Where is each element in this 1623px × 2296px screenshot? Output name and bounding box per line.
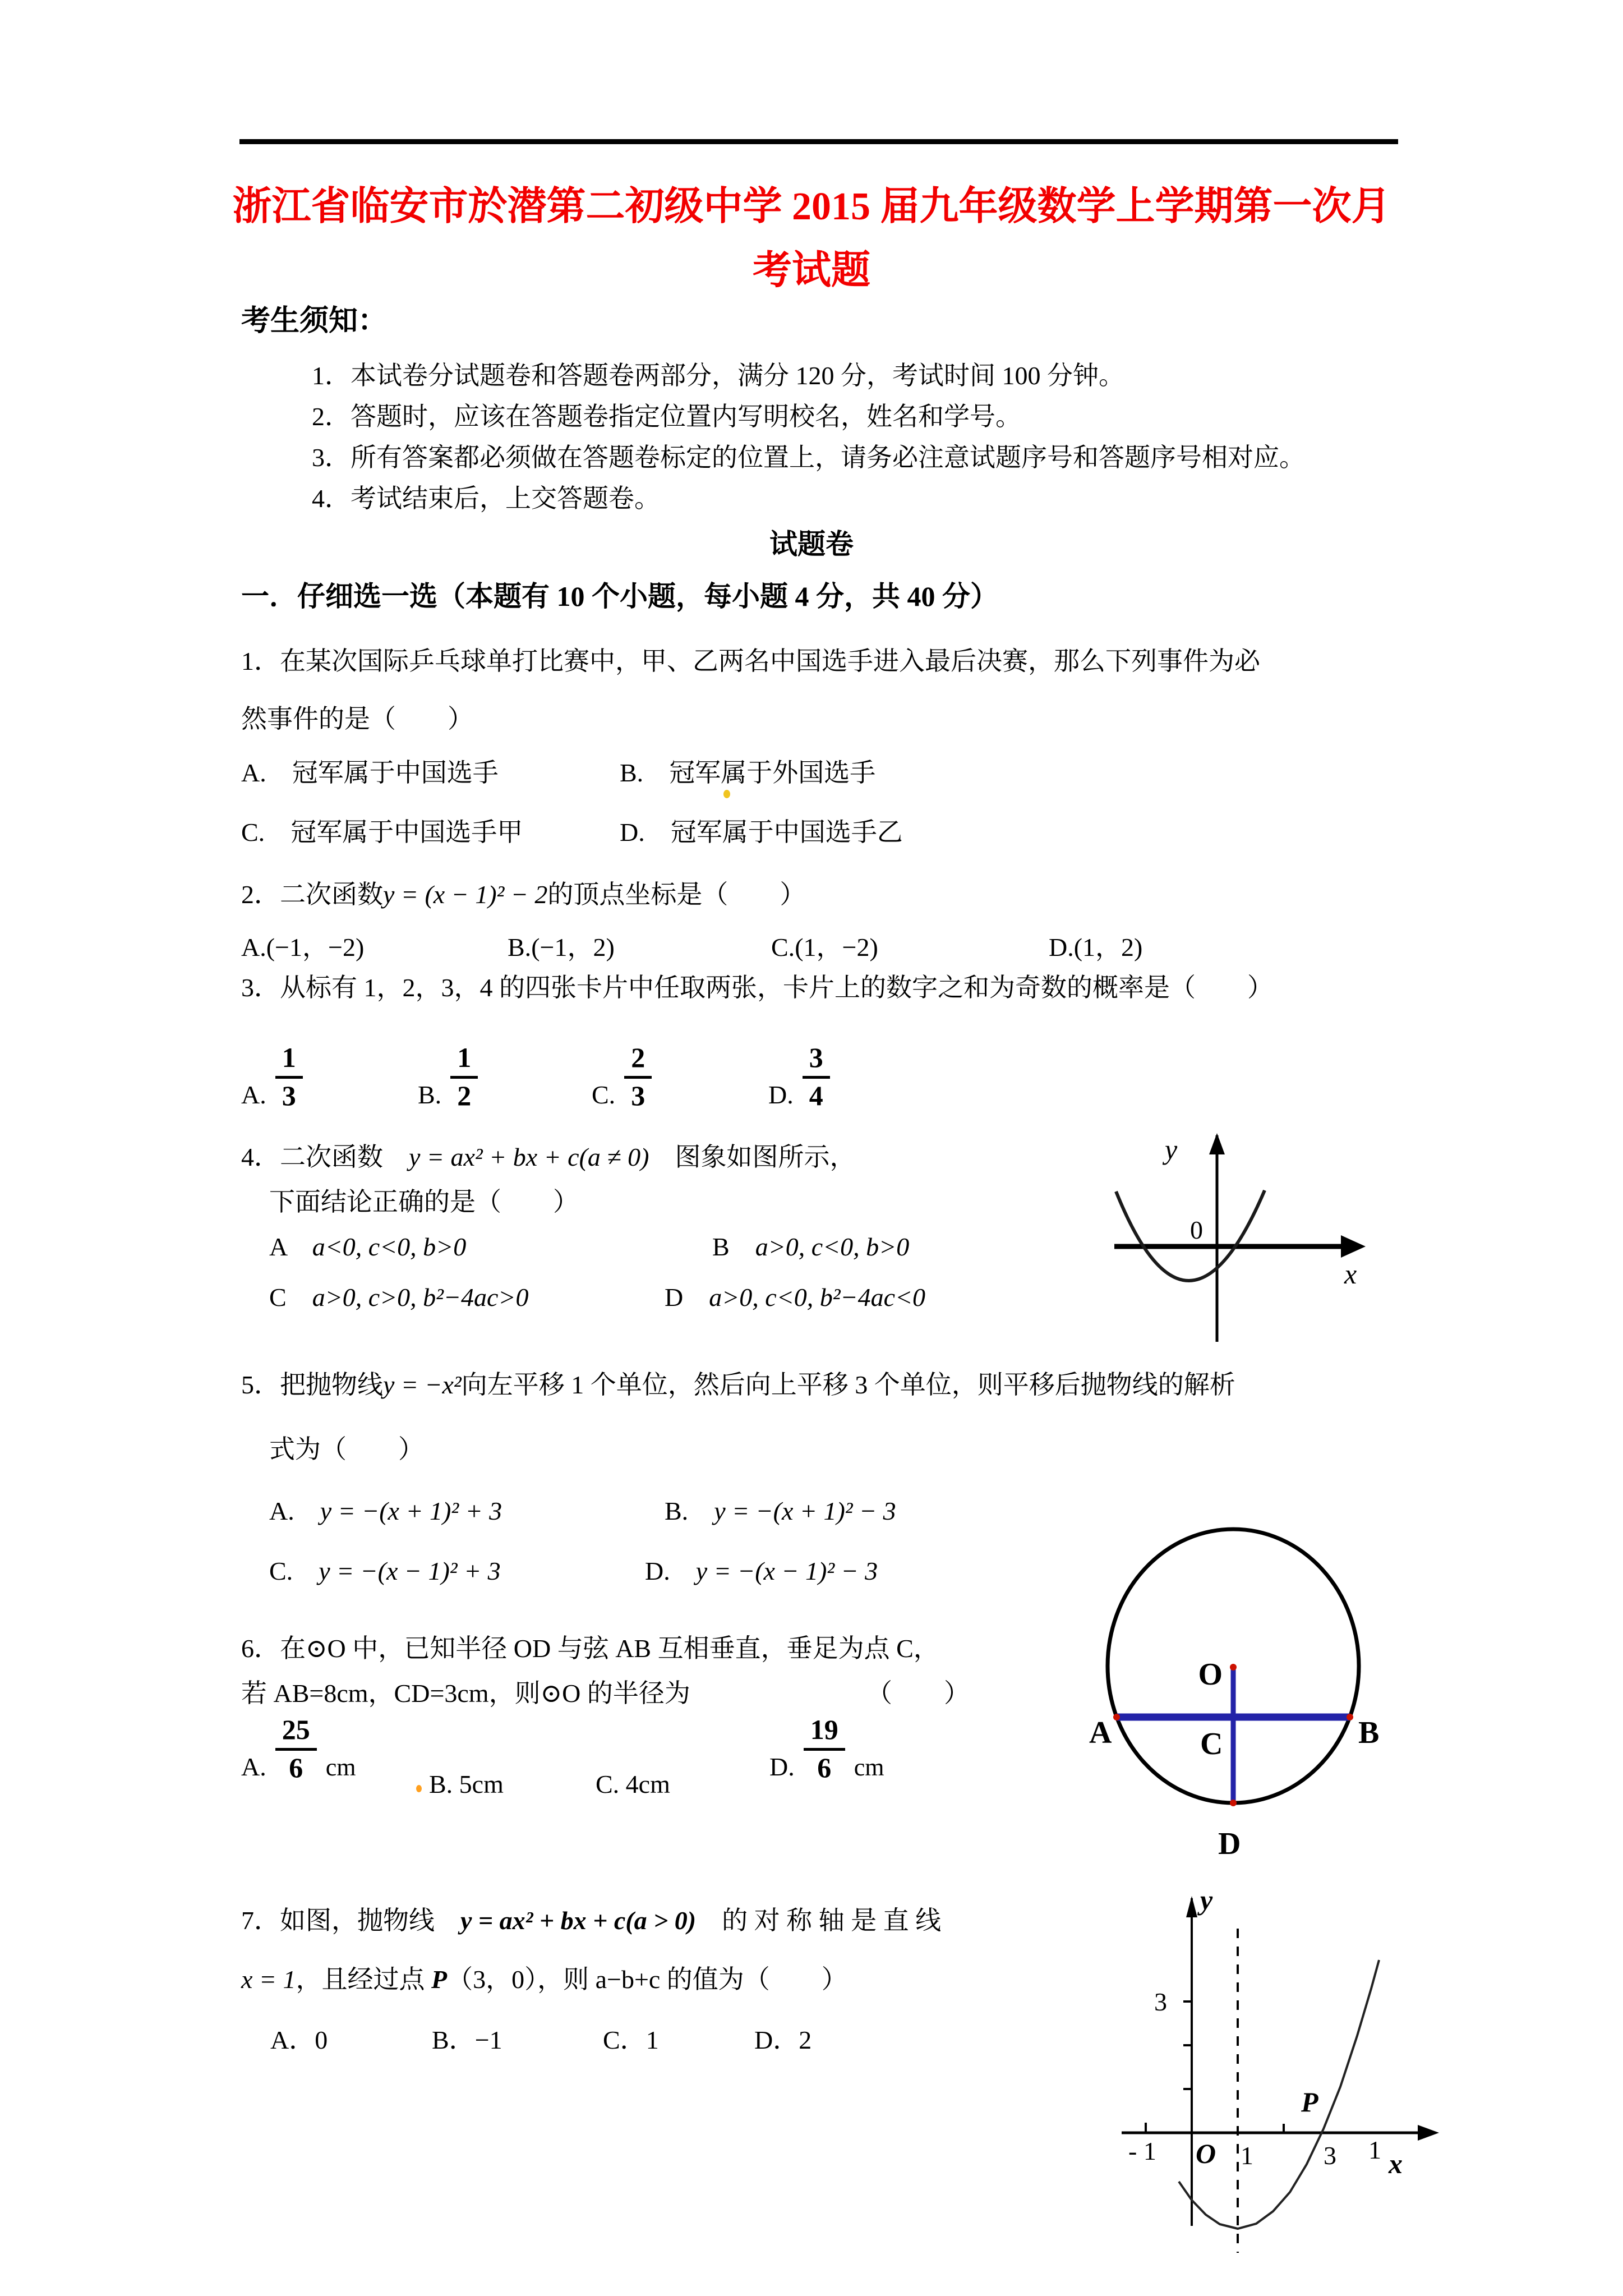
q4-option-d: [665, 1281, 925, 1314]
q7-l2-P: P: [431, 1965, 448, 1994]
q6-a-num: 25: [275, 1714, 317, 1751]
q1-option-d-text: 冠军属于中国选手乙: [670, 818, 903, 846]
q4-text-line2: 下面结论正确的是（ ）: [269, 1188, 579, 1216]
q5-option-a: [269, 1495, 502, 1527]
stray-orange-mark: [416, 1785, 422, 1792]
q5-option-c-label: C.: [269, 1557, 319, 1585]
q1-option-c-text: 冠军属于中国选手甲: [291, 818, 523, 846]
q5-suffix: 向左平移 1 个单位，然后向上平移 3 个单位，则平移后抛物线的解析: [461, 1370, 1235, 1399]
q7-option-b-text: −1: [474, 2026, 502, 2054]
q1-text-line2: 然事件的是（ ）: [241, 705, 473, 733]
top-divider: [239, 139, 1398, 144]
q4-formula: y = ax² + bx + c(a ≠ 0): [409, 1143, 649, 1171]
q6-option-d-label: D.: [769, 1752, 795, 1781]
paper-title: 试题卷: [769, 528, 854, 560]
q3-d-den: 4: [809, 1080, 823, 1111]
y-axis-label: y: [1165, 1134, 1178, 1165]
q6-option-b: B. 5cm: [429, 1770, 504, 1798]
x-axis-label: x: [1389, 2148, 1403, 2179]
label-O: O: [1198, 1657, 1223, 1692]
q7-option-d-text: 2: [799, 2026, 812, 2054]
q7-option-d: [754, 2024, 811, 2056]
q7-prefix: 7．如图，抛物线: [241, 1906, 460, 1935]
q4-option-c-label: C: [269, 1283, 312, 1312]
q7-option-b: [432, 2024, 502, 2056]
q6-circle-figure: [1088, 1523, 1394, 1882]
q1-option-b: [620, 757, 875, 789]
q6-option-d-unit: cm: [854, 1754, 884, 1781]
q2-option-d-text: (1，2): [1073, 933, 1143, 961]
q1-option-b-text: 冠军属于外国选手: [669, 758, 876, 787]
y-label-3: 3: [1154, 1987, 1167, 2016]
q3-option-c: [592, 1042, 652, 1111]
q5-option-d: [645, 1555, 878, 1588]
q4-suffix: 图象如图所示，: [649, 1143, 856, 1171]
q4-option-b-label: B: [712, 1232, 755, 1261]
x-label-1b: 1: [1368, 2136, 1381, 2164]
q7-suffix: 的 对 称 轴 是 直 线: [696, 1906, 942, 1935]
q3-option-d-fraction: [803, 1042, 830, 1111]
q7-option-a-text: 0: [315, 2026, 328, 2054]
point-B: [1347, 1714, 1353, 1720]
q4-option-c-text: a>0, c>0, b²−4ac>0: [312, 1283, 529, 1312]
q7-l2-mid: ，且经过点: [296, 1965, 431, 1994]
q3-b-den: 2: [457, 1080, 472, 1111]
origin-label: O: [1196, 2138, 1216, 2169]
q7-option-a-label: A．: [270, 2026, 315, 2054]
q3-option-a-label: A.: [241, 1080, 266, 1109]
notice-item-2: 2．答题时，应该在答题卷指定位置内写明校名，姓名和学号。: [312, 402, 1021, 431]
point-A: [1113, 1714, 1120, 1720]
q7-option-c-text: 1: [645, 2026, 659, 2054]
q3-option-c-label: C.: [592, 1080, 616, 1109]
y-axis-label: y: [1200, 1889, 1213, 1916]
q3-option-b-fraction: [450, 1042, 478, 1111]
page-title: [225, 175, 1398, 303]
q6-option-d-fraction: [804, 1714, 845, 1783]
x-label-3: 3: [1324, 2141, 1336, 2170]
q6-text-line2: 若 AB=8cm，CD=3cm，则⊙O 的半径为: [241, 1679, 690, 1708]
q1-option-a-label: A.: [241, 758, 292, 787]
q4-option-c: [269, 1281, 528, 1314]
q3-c-den: 3: [631, 1080, 645, 1111]
q6-option-c: C. 4cm: [596, 1770, 670, 1798]
q5-option-d-label: D.: [645, 1557, 696, 1585]
parabola-curve: [1179, 1960, 1379, 2229]
q5-option-c-text: y = −(x − 1)² + 3: [319, 1557, 501, 1585]
q2-option-a-text: (−1，−2): [266, 933, 365, 961]
x-axis-arrow: [1341, 1235, 1366, 1258]
q2-formula: y = (x − 1)² − 2: [383, 880, 548, 909]
q2-option-c-text: (1，−2): [795, 933, 878, 961]
q5-option-b-text: y = −(x + 1)² − 3: [714, 1497, 896, 1525]
q7-formula: y = ax² + bx + c(a > 0): [460, 1906, 697, 1935]
q3-b-num: 1: [450, 1042, 478, 1079]
q5-option-b-label: B.: [665, 1497, 714, 1525]
q3-option-d-label: D.: [768, 1080, 794, 1109]
q2-option-d-label: D.: [1049, 933, 1074, 961]
q6-option-d: [769, 1714, 884, 1783]
q4-option-d-text: a>0, c<0, b²−4ac<0: [709, 1283, 926, 1312]
q5-prefix: 5．把抛物线: [241, 1370, 383, 1399]
q7-text-line2: [241, 1963, 847, 1996]
q5-option-c: [269, 1555, 501, 1588]
q5-option-a-text: y = −(x + 1)² + 3: [320, 1497, 502, 1525]
q6-option-a: [241, 1714, 356, 1783]
point-D: [1230, 1800, 1237, 1806]
page-title-line1: 浙江省临安市於潜第二初级中学 2015 届九年级数学上学期第一次月: [232, 185, 1391, 228]
label-C: C: [1200, 1727, 1223, 1761]
q7-l2-tail: （3，0），则 a−b+c 的值为（ ）: [447, 1965, 847, 1994]
q1-text-line1: 1．在某次国际乒乓球单打比赛中，甲、乙两名中国选手进入最后决赛，那么下列事件为必: [241, 647, 1260, 675]
q2-option-c: [771, 931, 878, 964]
q6-paren: （ ）: [866, 1679, 970, 1708]
q4-option-a-text: a<0, c<0, b>0: [312, 1232, 467, 1261]
origin-label: 0: [1190, 1216, 1203, 1244]
q7-parabola-figure: [1122, 1889, 1475, 2282]
page-title-line2: 考试题: [753, 249, 870, 292]
q2-option-a-label: A.: [241, 933, 266, 961]
q5-text-line2: 式为（ ）: [269, 1435, 424, 1464]
q7-option-a: [270, 2024, 328, 2056]
q5-option-b: [665, 1495, 896, 1527]
q1-option-b-label: B.: [620, 758, 670, 787]
q1-option-a-text: 冠军属于中国选手: [292, 758, 499, 787]
x-label-neg1: - 1: [1128, 2137, 1156, 2165]
q4-option-d-label: D: [665, 1283, 709, 1312]
q3-a-den: 3: [282, 1080, 296, 1111]
q3-option-a: [241, 1042, 303, 1111]
q2-option-d: [1049, 931, 1142, 964]
q4-option-b-text: a>0, c<0, b>0: [755, 1232, 910, 1261]
q4-option-b: [712, 1231, 909, 1263]
label-A: A: [1089, 1715, 1112, 1750]
q6-d-num: 19: [804, 1714, 845, 1751]
x-label-1: 1: [1241, 2141, 1253, 2170]
q1-option-c-label: C.: [241, 818, 291, 846]
q7-option-c: [603, 2024, 659, 2056]
label-D: D: [1218, 1826, 1241, 1861]
q5-option-d-text: y = −(x − 1)² − 3: [695, 1557, 878, 1585]
q2-option-b-text: (−1，2): [531, 933, 615, 961]
q4-option-a-label: A: [269, 1232, 312, 1261]
stray-yellow-mark: [723, 790, 730, 798]
y-axis-arrow: [1186, 1896, 1197, 1917]
q4-parabola-figure: [1113, 1128, 1371, 1346]
point-O: [1230, 1664, 1237, 1671]
q3-text: 3．从标有 1，2，3，4 的四张卡片中任取两张，卡片上的数字之和为奇数的概率是（ ）: [241, 973, 1273, 1002]
notice-heading: 考生须知：: [241, 305, 388, 337]
q7-option-c-label: C．: [603, 2026, 646, 2054]
notice-item-1: 1．本试卷分试题卷和答题卷两部分，满分 120 分，考试时间 100 分钟。: [312, 361, 1124, 390]
q1-option-d-label: D.: [620, 818, 671, 846]
q3-d-num: 3: [803, 1042, 830, 1079]
q6-d-den: 6: [817, 1752, 832, 1783]
q7-text-line1: [241, 1904, 941, 1937]
section-heading: 一．仔细选一选（本题有 10 个小题，每小题 4 分，共 40 分）: [241, 581, 998, 612]
q4-text-line1: [241, 1141, 855, 1174]
notice-item-3: 3．所有答案都必须做在答题卷标定的位置上，请务必注意试题序号和答题序号相对应。: [312, 443, 1305, 472]
q7-option-d-label: D．: [754, 2026, 799, 2054]
label-B: B: [1358, 1715, 1380, 1750]
q7-option-b-label: B．: [432, 2026, 475, 2054]
q6-option-a-fraction: [275, 1714, 317, 1783]
q4-prefix: 4．二次函数: [241, 1143, 409, 1171]
x-axis-label: x: [1344, 1258, 1357, 1290]
q2-option-b-label: B.: [508, 933, 532, 961]
q5-formula: y = −x²: [383, 1370, 462, 1399]
notice-item-4: 4．考试结束后，上交答题卷。: [312, 484, 660, 513]
q7-l2-formula: x = 1: [241, 1965, 296, 1994]
q3-option-b-label: B.: [418, 1080, 442, 1109]
q2-prefix: 2．二次函数: [241, 880, 383, 909]
y-axis-arrow: [1209, 1133, 1225, 1154]
q6-option-a-unit: cm: [325, 1754, 356, 1781]
q3-option-d: [768, 1042, 830, 1111]
x-axis-arrow: [1418, 2125, 1439, 2141]
point-P-label: P: [1301, 2086, 1318, 2118]
q5-text-line1: [241, 1369, 1235, 1401]
q5-option-a-label: A.: [269, 1497, 320, 1525]
q3-a-num: 1: [275, 1042, 303, 1079]
q3-option-c-fraction: [624, 1042, 652, 1111]
q3-option-b: [418, 1042, 478, 1111]
q2-option-c-label: C.: [771, 933, 795, 961]
q3-c-num: 2: [624, 1042, 652, 1079]
q2-option-a: [241, 931, 364, 964]
q2-suffix: 的顶点坐标是（ ）: [547, 880, 806, 909]
q6-a-den: 6: [289, 1752, 303, 1783]
q6-text-line1: 6．在⊙O 中，已知半径 OD 与弦 AB 互相垂直，垂足为点 C，: [241, 1634, 939, 1663]
q1-option-d: [620, 816, 903, 849]
q6-option-a-label: A.: [241, 1752, 266, 1781]
q3-option-a-fraction: [275, 1042, 303, 1111]
q4-option-a: [269, 1231, 466, 1263]
q2-option-b: [508, 931, 615, 964]
q1-option-a: [241, 757, 499, 789]
q1-option-c: [241, 816, 523, 849]
q2-text: [241, 878, 805, 911]
